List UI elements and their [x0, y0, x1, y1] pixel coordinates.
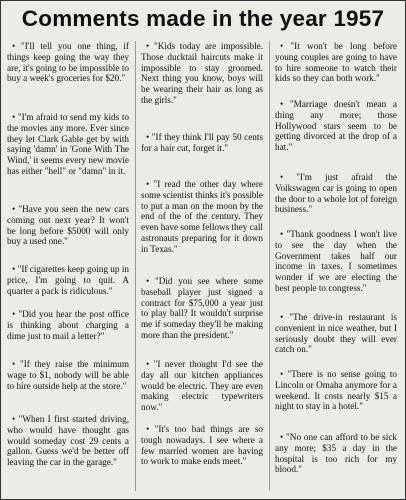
quote: • "I never thought I'd see the day all our kitchen appliances would be electric. They are even making electric typewriters now." — [141, 359, 263, 413]
quote: • "If cigarettes keep going up in price, I'm going to quit. A quarter a pack is ridiculous." — [7, 264, 129, 296]
quote: • "There is no sense going to Lincoln or Omaha anymore for a weekend. It costs nearly $15 a night to stay in a hotel." — [275, 369, 397, 412]
quote: • "I'll tell you one thing, if things keep going the way they are, it's going to be impossible to buy a week's groceries for $20." — [7, 41, 129, 84]
quote: • "Did you see where some baseball player just signed a contract for $75,000 a year just to play ball? It wouldn't surprise me if someday they'll be making more than the president." — [141, 276, 263, 340]
quote: • "If they think I'll pay 50 cents for a hair cut, forget it." — [141, 132, 263, 153]
quote: • "When I first started driving, who would have thought gas would someday cost 29 cents a gallon. Guess we'd be better off leaving the car in the garage." — [7, 414, 129, 468]
quote: • "Did you hear the post office is thinking about charging a dime just to mail a letter?" — [7, 309, 129, 341]
quote: • "It's too bad things are so tough nowadays. I see where a few married women are having to work to make ends meet." — [141, 424, 263, 467]
quote: • "Have you seen the new cars coming out next year? It won't be long before $5000 will only buy a used one." — [7, 204, 129, 247]
quote: • "No one can afford to be sick any more; $35 a day in the hospital is too rich for my blood." — [275, 432, 397, 475]
quote: • "If they raise the minimum wage to $1, nobody will be able to hire outside help at the store." — [7, 359, 129, 391]
quote: • "Kids today are impossible. Those ducktail haircuts make it impossible to stay groomed. Next thing you know, boys will be wearing their hair as long as the girls." — [141, 41, 263, 105]
quote: • "It won't be long before young couples are going to have to hire someone to watch their kids so they can both work." — [275, 41, 397, 84]
quote: • "I read the other day where some scientist thinks it's possible to put a man on the moon by the end of the of the century. They even have some fellows they call astronauts preparing for it down in Texas." — [141, 179, 263, 254]
column-divider — [135, 41, 136, 491]
quote: • "The drive-in restaurant is convenient in nice weather, but I seriously doubt they will ever catch on." — [275, 312, 397, 355]
quote: • "I'm afraid to send my kids to the movies any more. Ever since they let Clark Gable get by with saying 'damn' in 'Gone With The Wind,' it seems every new movie has either "hell" or "damn" in it. — [7, 112, 129, 176]
quote: • "I'm just afraid the Volkswagen car is going to open the door to a whole lot of foreign business." — [275, 172, 397, 215]
page-title: Comments made in the year 1957 — [21, 6, 385, 31]
column-divider — [269, 41, 270, 491]
quote: • "Marriage doesn't mean a thing any more; those Hollywood stars seem to be getting divorced at the drop of a hat." — [275, 99, 397, 153]
quote: • "Thank goodness I won't live to see the day when the Government takes half our income in taxes. I sometimes wonder if we are electing the best people to congress." — [275, 229, 397, 293]
